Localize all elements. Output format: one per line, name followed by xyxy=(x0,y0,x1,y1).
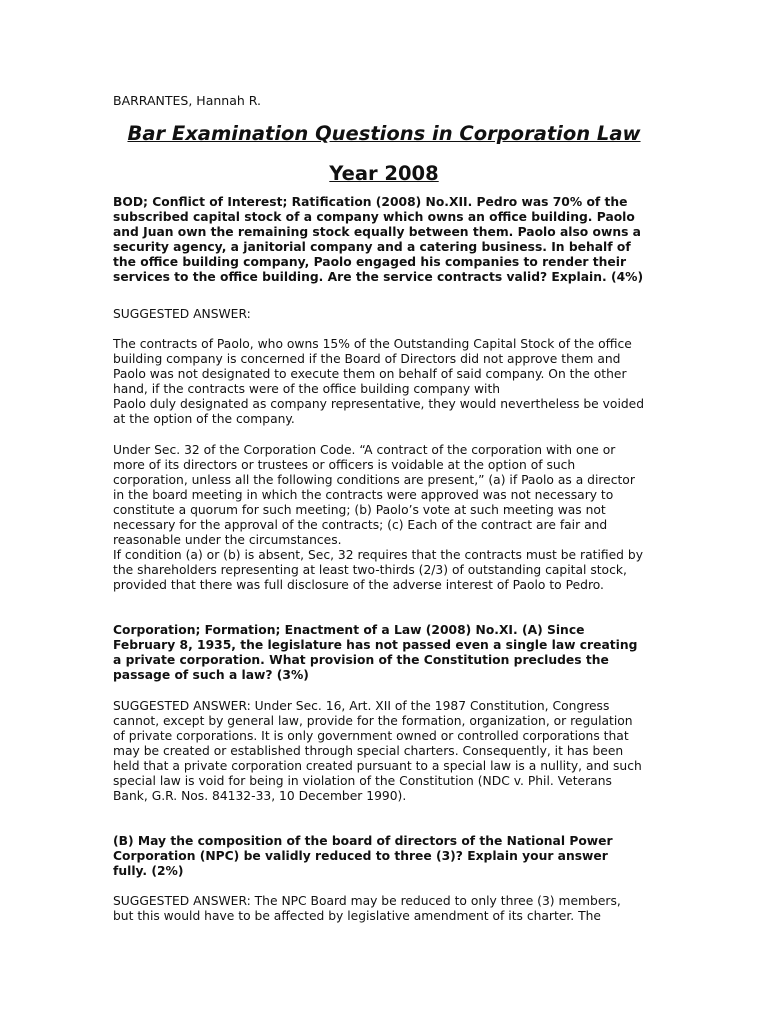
suggested-answer-3: SUGGESTED ANSWER: The NPC Board may be reduced to only three (3) members, but this would have to be affected by legislative amendment of its charter. The xyxy=(113,894,621,923)
suggested-answer-1-label: SUGGESTED ANSWER: xyxy=(113,307,251,321)
document-title: Bar Examination Questions in Corporation Law xyxy=(127,122,641,145)
document-year: Year 2008 xyxy=(329,162,439,185)
question-3: (B) May the composition of the board of directors of the National Power Corporation (NPC) be validly reduced to three (3)? Explain your answer fully. (2%) xyxy=(113,834,613,878)
suggested-answer-1-paragraph-2: Under Sec. 32 of the Corporation Code. “A contract of the corporation with one or more of its directors or trustees or officers is voidable at the option of such corporation, unless all the following conditions are present,” (a) if Paolo as a director in the board meeting in which the contracts were approved was not necessary to constitute a quorum for such meeting; (b) Paolo’s vote at such meeting was not necessary for the approval of the contracts; (c) Each of the contract are fair and reasonable under the circumstances. If condition (a) or (b) is absent, Sec, 32 requires that the contracts must be ratified by the shareholders representing at least two-thirds (2/3) of outstanding capital stock, provided that there was full disclosure of the adverse interest of Paolo to Pedro. xyxy=(113,443,643,592)
question-1: BOD; Conflict of Interest; Ratification (2008) No.XII. Pedro was 70% of the subscribed capital stock of a company which owns an office building. Paolo and Juan own the remaining stock equally between them. Paolo also owns a security agency, a janitorial company and a catering business. In behalf of the office building company, Paolo engaged his companies to render their services to the office building. Are the service contracts valid? Explain. (4%) xyxy=(113,195,644,284)
suggested-answer-2: SUGGESTED ANSWER: Under Sec. 16, Art. XII of the 1987 Constitution, Congress cannot, except by general law, provide for the formation, organization, or regulation of private corporations. It is only government owned or controlled corporations that may be created or established through special charters. Consequently, it has been held that a private corporation created pursuant to a special law is a nullity, and such special law is void for being in violation of the Constitution (NDC v. Phil. Veterans Bank, G.R. Nos. 84132-33, 10 December 1990). xyxy=(113,699,642,803)
question-2: Corporation; Formation; Enactment of a Law (2008) No.XI. (A) Since February 8, 1935, the legislature has not passed even a single law creating a private corporation. What provision of the Constitution precludes the passage of such a law? (3%) xyxy=(113,623,638,682)
author-name: BARRANTES, Hannah R. xyxy=(113,93,261,108)
suggested-answer-1-paragraph-1: The contracts of Paolo, who owns 15% of the Outstanding Capital Stock of the office building company is concerned if the Board of Directors did not approve them and Paolo was not designated to execute them on behalf of said company. On the other hand, if the contracts were of the office building company with Paolo duly designated as company representative, they would nevertheless be voided at the option of the company. xyxy=(113,337,645,426)
